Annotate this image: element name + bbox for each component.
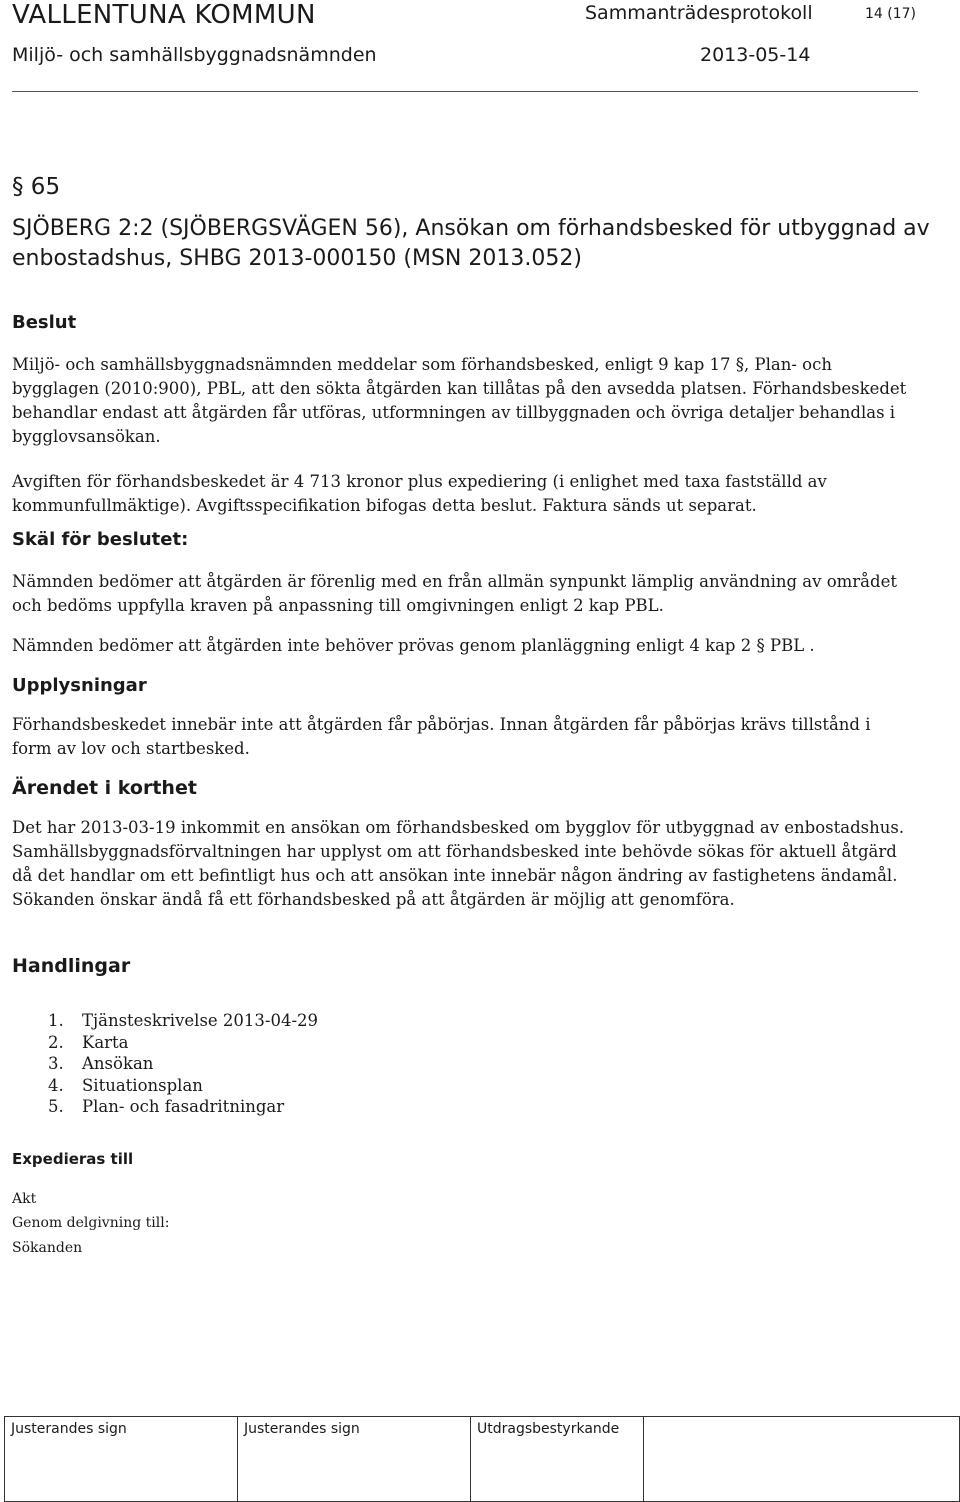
- handlingar-heading: Handlingar: [12, 955, 131, 977]
- signature-cell-justerande-1: Justerandes sign: [5, 1417, 238, 1502]
- expedieras-akt: Akt: [12, 1191, 37, 1207]
- organization-name: VALLENTUNA KOMMUN: [12, 0, 316, 30]
- handlingar-list: [48, 1010, 318, 1118]
- signature-cell-justerande-2: Justerandes sign: [238, 1417, 471, 1502]
- list-item: [48, 1010, 318, 1032]
- list-item: [48, 1032, 318, 1054]
- section-title: SJÖBERG 2:2 (SJÖBERGSVÄGEN 56), Ansökan om förhandsbesked för utbyggnad av enbostadshus, SHBG 2013-000150 (MSN 2013.052): [12, 216, 930, 271]
- list-item-text: Karta: [82, 1032, 129, 1052]
- page-indicator: 14 (17): [865, 6, 917, 22]
- header-divider: [12, 91, 918, 92]
- signature-cell-utdragsbestyrkande: Utdragsbestyrkande: [471, 1417, 644, 1502]
- arendet-paragraph: Det har 2013-03-19 inkommit en ansökan om förhandsbesked om bygglov för utbyggnad av enbostadshus. Samhällsbyggnadsförvaltningen har upplyst om att förhandsbesked inte behövde sökas för aktuell åtgärd då det handlar om ett befintligt hus och att ansökan inte innebär någon ändring av fastighetens ändamål. Sökanden önskar ändå få ett förhandsbesked på att åtgärden är möjlig att genomföra.: [12, 818, 905, 909]
- list-item: [48, 1075, 318, 1097]
- upplysningar-heading: Upplysningar: [12, 675, 147, 696]
- expedieras-heading: Expedieras till: [12, 1150, 134, 1168]
- paragraph-number: § 65: [12, 174, 61, 200]
- document-type: Sammanträdesprotokoll: [585, 2, 813, 24]
- upplysningar-paragraph: Förhandsbeskedet innebär inte att åtgärden får påbörjas. Innan åtgärden får påbörjas krävs tillstånd i form av lov och startbesked.: [12, 715, 871, 758]
- list-item-number: 2.: [48, 1032, 64, 1052]
- meeting-date: 2013-05-14: [700, 44, 811, 66]
- beslut-paragraph-1: Miljö- och samhällsbyggnadsnämnden meddelar som förhandsbesked, enligt 9 kap 17 §, Plan- och bygglagen (2010:900), PBL, att den sökta åtgärden kan tillåtas på den avsedda platsen. Förhandsbeskedet behandlar endast att åtgärden får utföras, utformningen av tillbyggnaden och övriga detaljer behandlas i bygglovsansökan.: [12, 355, 907, 446]
- beslut-heading: Beslut: [12, 312, 77, 333]
- list-item-text: Situationsplan: [82, 1075, 203, 1095]
- signature-table: [4, 1416, 960, 1502]
- expedieras-sokanden: Sökanden: [12, 1240, 83, 1256]
- list-item: [48, 1096, 318, 1118]
- list-item-number: 4.: [48, 1075, 64, 1095]
- skal-paragraph-2: Nämnden bedömer att åtgärden inte behöver prövas genom planläggning enligt 4 kap 2 § PBL .: [12, 636, 815, 655]
- list-item-number: 1.: [48, 1011, 64, 1030]
- list-item-text: Ansökan: [82, 1054, 154, 1073]
- arendet-heading: Ärendet i korthet: [12, 777, 197, 799]
- list-item-number: 5.: [48, 1097, 64, 1116]
- skal-heading: Skäl för beslutet:: [12, 529, 189, 550]
- beslut-paragraph-2: Avgiften för förhandsbeskedet är 4 713 kronor plus expediering (i enlighet med taxa fastställd av kommunfullmäktige). Avgiftsspecifikation bifogas detta beslut. Faktura sänds ut separat.: [12, 472, 827, 515]
- board-name: Miljö- och samhällsbyggnadsnämnden: [12, 44, 377, 66]
- list-item-text: Plan- och fasadritningar: [82, 1097, 285, 1116]
- skal-paragraph-1: Nämnden bedömer att åtgärden är förenlig med en från allmän synpunkt lämplig användning av området och bedöms uppfylla kraven på anpassning till omgivningen enligt 2 kap PBL.: [12, 572, 897, 615]
- signature-cell-empty: [644, 1417, 960, 1502]
- expedieras-delgivning: Genom delgivning till:: [12, 1215, 170, 1231]
- list-item: [48, 1053, 318, 1075]
- list-item-text: Tjänsteskrivelse 2013-04-29: [82, 1011, 319, 1030]
- list-item-number: 3.: [48, 1054, 64, 1073]
